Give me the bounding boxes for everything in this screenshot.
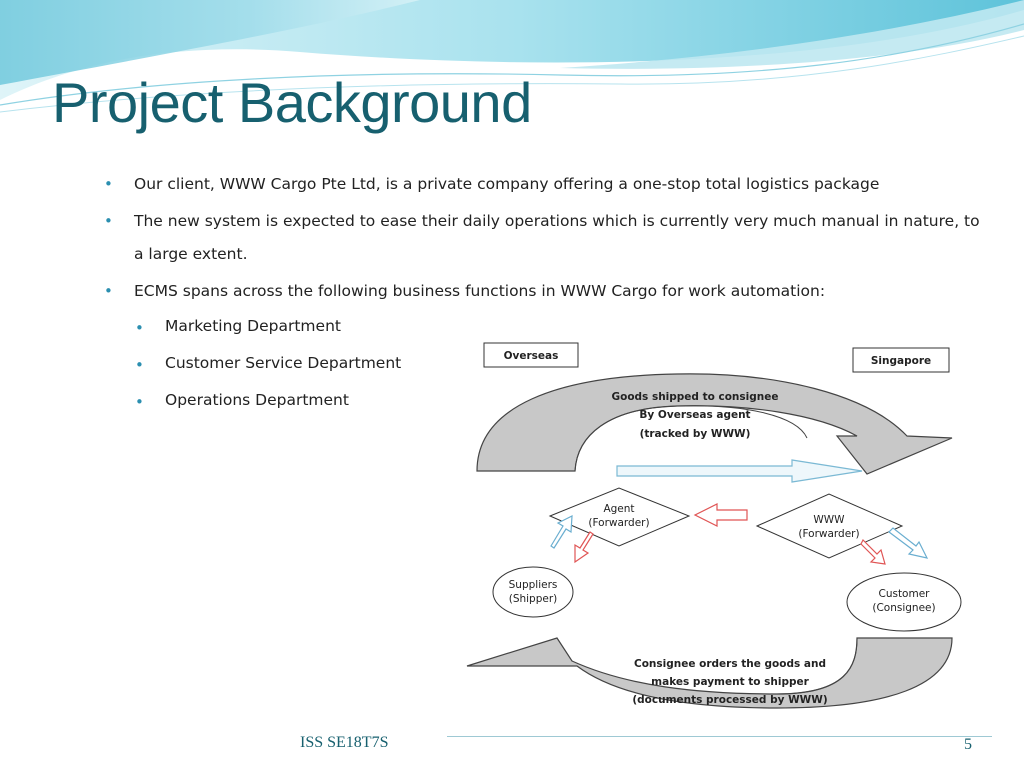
consignee-orders-text: Consignee orders the goods and <box>634 658 826 670</box>
www-sub-label: (Forwarder) <box>798 528 860 540</box>
sub-bullet-text: Marketing Department <box>165 317 341 335</box>
bullet-text: The new system is expected to ease their daily operations which is currently very much manual in nature, to a large extent. <box>134 212 980 263</box>
bullet-dot-icon: • <box>135 356 144 374</box>
bullet-dot-icon: • <box>104 212 113 230</box>
singapore-label: Singapore <box>870 355 932 367</box>
overseas-label: Overseas <box>503 350 559 362</box>
bullet-item <box>104 205 984 271</box>
www-label: WWW <box>813 514 845 526</box>
suppliers-ellipse <box>493 567 573 617</box>
bullet-text: ECMS spans across the following business functions in WWW Cargo for work automation: <box>134 282 826 300</box>
agent-sub-label: (Forwarder) <box>588 517 650 529</box>
slide-title: Project Background <box>52 71 532 134</box>
consignee-payment-text: makes payment to shipper <box>651 676 809 688</box>
sub-bullet-text: Operations Department <box>165 391 349 409</box>
goods-shipped-text: Goods shipped to consignee <box>611 391 779 403</box>
footer-text: ISS SE18T7S <box>300 734 389 751</box>
customer-sub-label: (Consignee) <box>872 602 936 614</box>
footer-divider <box>447 736 992 737</box>
agent-label: Agent <box>603 503 635 515</box>
sub-bullet-text: Customer Service Department <box>165 354 402 372</box>
suppliers-sub-label: (Shipper) <box>508 593 558 605</box>
customer-label: Customer <box>878 588 930 600</box>
bullet-dot-icon: • <box>104 175 113 193</box>
goods-agent-text: By Overseas agent <box>639 409 751 421</box>
page-number: 5 <box>964 736 972 753</box>
logistics-flow-diagram <box>447 336 992 736</box>
bullet-item <box>104 275 984 308</box>
bullet-dot-icon: • <box>104 282 113 300</box>
suppliers-label: Suppliers <box>508 579 558 591</box>
bullet-dot-icon: • <box>135 393 144 411</box>
bullet-item <box>104 168 984 201</box>
bullet-text: Our client, WWW Cargo Pte Ltd, is a private company offering a one-stop total logistics package <box>134 175 880 193</box>
goods-tracked-text: (tracked by WWW) <box>639 428 751 440</box>
bullet-dot-icon: • <box>135 319 144 337</box>
consignee-documents-text: (documents processed by WWW) <box>632 694 828 706</box>
